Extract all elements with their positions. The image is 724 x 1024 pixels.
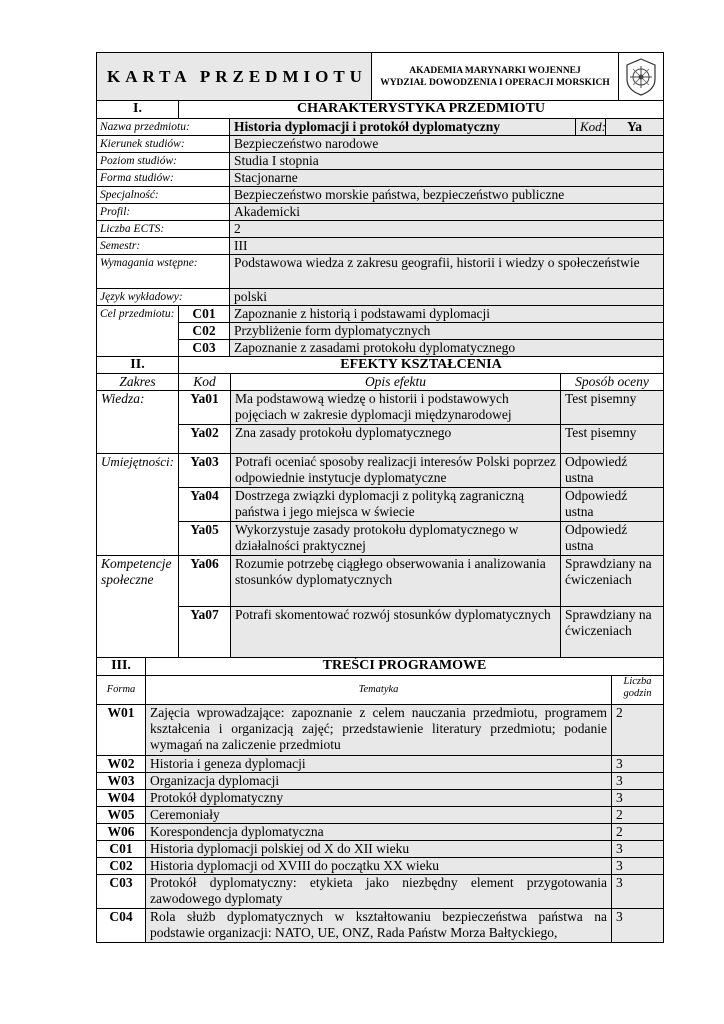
program-topic: Protokół dyplomatyczny (146, 790, 612, 807)
field-value: polski (230, 289, 664, 306)
goal-code: C03 (179, 340, 230, 357)
program-hours: 3 (612, 875, 664, 909)
program-form: W03 (97, 773, 146, 790)
effect-code: Ya03 (179, 454, 231, 488)
program-hours: 2 (612, 807, 664, 824)
institution-line-2: WYDZIAŁ DOWODZENIA I OPERACJI MORSKICH (380, 77, 610, 88)
program-hours: 2 (612, 705, 664, 756)
scope-social-competences: Kompetencje społeczne (97, 556, 179, 658)
field-value: Stacjonarne (230, 170, 664, 187)
program-topic: Organizacja dyplomacji (146, 773, 612, 790)
goal-code: C02 (179, 323, 230, 340)
program-form: W05 (97, 807, 146, 824)
program-topic: Rola służb dyplomatycznych w kształtowaniu bezpieczeństwa państwa na podstawie organizacji: NATO, UE, ONZ, Rada Państw Morza Bałtyckiego, (146, 909, 612, 943)
field-label: Liczba ECTS: (97, 221, 230, 238)
program-form: W06 (97, 824, 146, 841)
subject-name: Historia dyplomacji i protokół dyplomatyczny (230, 119, 576, 136)
effect-evaluation: Sprawdziany na ćwiczeniach (561, 607, 664, 658)
goal-label: Cel przedmiotu: (97, 306, 179, 357)
institution-name (372, 53, 619, 101)
goal-text: Zapoznanie z historią i podstawami dyplomacji (230, 306, 664, 323)
effect-code: Ya06 (179, 556, 231, 607)
subject-name-label: Nazwa przedmiotu: (97, 119, 230, 136)
field-value: 2 (230, 221, 664, 238)
col-code: Kod (179, 374, 231, 391)
section-2-number: II. (97, 357, 179, 374)
goal-code: C01 (179, 306, 230, 323)
col-form: Forma (97, 676, 146, 705)
field-label: Forma studiów: (97, 170, 230, 187)
field-value: Podstawowa wiedza z zakresu geografii, historii i wiedzy o społeczeństwie (230, 255, 664, 289)
program-hours: 2 (612, 824, 664, 841)
effect-code: Ya04 (179, 488, 231, 522)
section-1-title: CHARAKTERYSTYKA PRZEDMIOTU (179, 101, 664, 119)
effect-description: Rozumie potrzebę ciągłego obserwowania i analizowania stosunków dyplomatycznych (231, 556, 561, 607)
field-label: Wymagania wstępne: (97, 255, 230, 289)
section-3-title: TREŚCI PROGRAMOWE (146, 658, 664, 676)
program-topic: Protokół dyplomatyczny: etykieta jako niezbędny element przygotowania zawodowego dyplomaty (146, 875, 612, 909)
program-form: C04 (97, 909, 146, 943)
field-value: Bezpieczeństwo narodowe (230, 136, 664, 153)
program-form: W02 (97, 756, 146, 773)
course-card (96, 52, 663, 943)
program-topic: Historia dyplomacji polskiej od X do XII wieku (146, 841, 612, 858)
program-form: W04 (97, 790, 146, 807)
section-3-table (96, 657, 664, 943)
effect-evaluation: Odpowiedź ustna (561, 454, 664, 488)
program-form: C01 (97, 841, 146, 858)
field-label: Język wykładowy: (97, 289, 230, 306)
effect-code: Ya07 (179, 607, 231, 658)
section-1-number: I. (97, 101, 179, 119)
field-value: Bezpieczeństwo morskie państwa, bezpieczeństwo publiczne (230, 187, 664, 204)
card-title: KARTA PRZEDMIOTU (97, 53, 372, 101)
effect-description: Potrafi skomentować rozwój stosunków dyplomatycznych (231, 607, 561, 658)
program-hours: 3 (612, 841, 664, 858)
program-topic: Historia dyplomacji od XVIII do początku XX wieku (146, 858, 612, 875)
section-2-title: EFEKTY KSZTAŁCENIA (179, 357, 664, 374)
effect-code: Ya01 (179, 391, 231, 425)
col-topic: Tematyka (146, 676, 612, 705)
program-form: C02 (97, 858, 146, 875)
goal-text: Przybliżenie form dyplomatycznych (230, 323, 664, 340)
section-3-number: III. (97, 658, 146, 676)
program-hours: 3 (612, 756, 664, 773)
goal-text: Zapoznanie z zasadami protokołu dyplomatycznego (230, 340, 664, 357)
field-value: Studia I stopnia (230, 153, 664, 170)
program-hours: 3 (612, 858, 664, 875)
program-topic: Zajęcia wprowadzające: zapoznanie z celem nauczania przedmiotu, programem kształcenia i organizacją zajęć; przedstawienie literatury przedmiotu; podanie wymagań na zaliczenie przedmiotu (146, 705, 612, 756)
field-value: Akademicki (230, 204, 664, 221)
section-1-table (96, 100, 664, 357)
field-label: Semestr: (97, 238, 230, 255)
institution-line-1: AKADEMIA MARYNARKI WOJENNEJ (409, 65, 581, 76)
col-evaluation: Sposób oceny (561, 374, 664, 391)
effect-code: Ya02 (179, 425, 231, 454)
scope-skills (97, 454, 179, 556)
field-label: Profil: (97, 204, 230, 221)
header-table (96, 52, 664, 101)
scope-knowledge: Wiedza: (97, 391, 179, 454)
effect-description: Ma podstawową wiedzę o historii i podstawowych pojęciach w zakresie dyplomacji międzynarodowej (231, 391, 561, 425)
program-topic: Ceremoniały (146, 807, 612, 824)
field-label: Specjalność: (97, 187, 230, 204)
program-hours: 3 (612, 790, 664, 807)
effect-description: Potrafi oceniać sposoby realizacji interesów Polski poprzez odpowiednie instytucje dyplomatyczne (231, 454, 561, 488)
col-description: Opis efektu (231, 374, 561, 391)
section-2-table (96, 356, 664, 658)
col-scope: Zakres (97, 374, 179, 391)
field-label: Poziom studiów: (97, 153, 230, 170)
col-hours: Liczba godzin (612, 676, 664, 705)
scope-skills-label: Umiejętności: (101, 454, 174, 469)
effect-description: Dostrzega związki dyplomacji z polityką zagraniczną państwa i jego miejsca w świecie (231, 488, 561, 522)
effect-code: Ya05 (179, 522, 231, 556)
effect-evaluation: Test pisemny (561, 425, 664, 454)
program-topic: Historia i geneza dyplomacji (146, 756, 612, 773)
program-topic: Korespondencja dyplomatyczna (146, 824, 612, 841)
program-form: C03 (97, 875, 146, 909)
subject-code: Ya (606, 119, 664, 136)
effect-evaluation: Odpowiedź ustna (561, 488, 664, 522)
code-label: Kod: (576, 119, 606, 136)
program-form: W01 (97, 705, 146, 756)
field-label: Kierunek studiów: (97, 136, 230, 153)
effect-evaluation: Sprawdziany na ćwiczeniach (561, 556, 664, 607)
effect-description: Wykorzystuje zasady protokołu dyplomatycznego w działalności praktycznej (231, 522, 561, 556)
program-hours: 3 (612, 909, 664, 943)
field-value: III (230, 238, 664, 255)
effect-evaluation: Odpowiedź ustna (561, 522, 664, 556)
program-hours: 3 (612, 773, 664, 790)
effect-description: Zna zasady protokołu dyplomatycznego (231, 425, 561, 454)
academy-logo (619, 53, 664, 101)
effect-evaluation: Test pisemny (561, 391, 664, 425)
naval-academy-emblem-icon (623, 57, 659, 97)
